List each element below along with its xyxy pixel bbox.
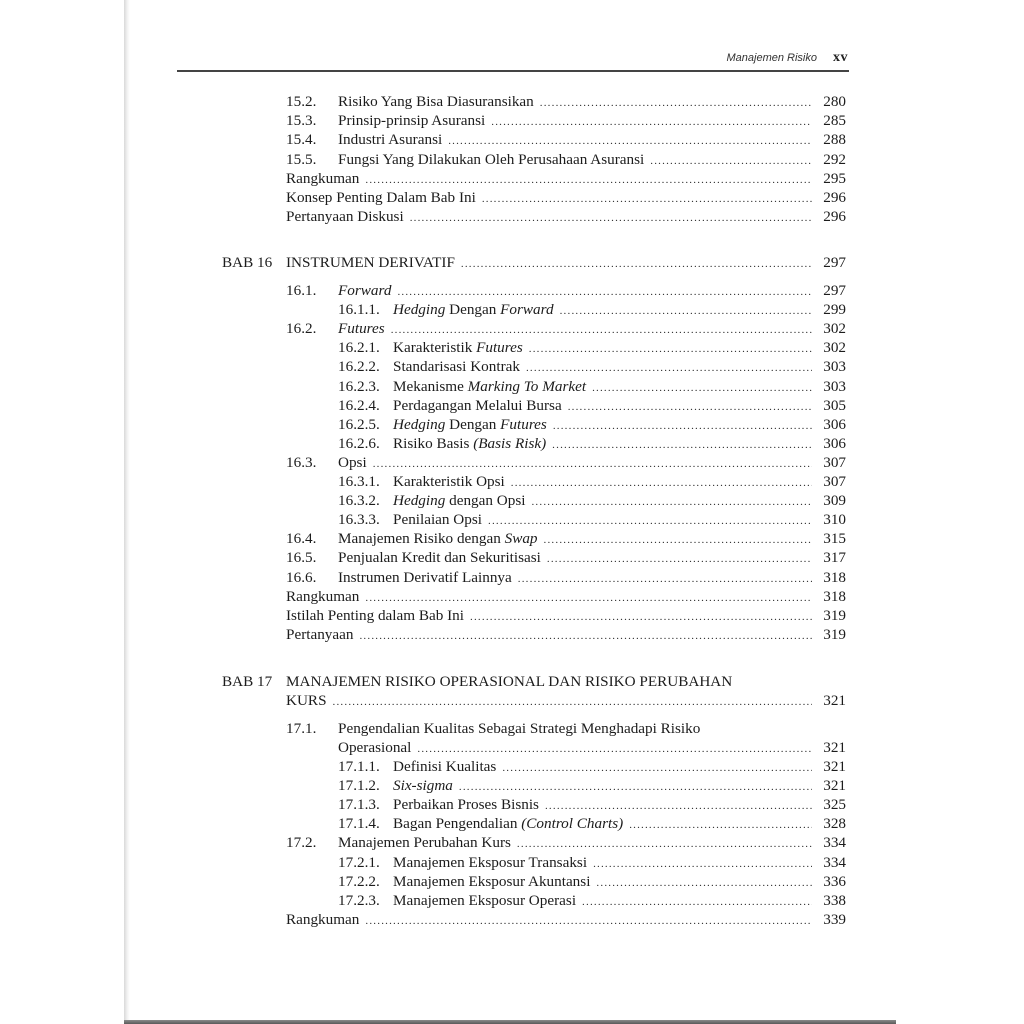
entry-title-text: Rangkuman <box>286 587 360 605</box>
entry-title-text: Definisi Kualitas <box>393 758 497 775</box>
entry-number: 16.2.5. <box>338 415 380 433</box>
running-head <box>600 50 848 70</box>
dot-leader <box>365 171 812 190</box>
entry-number: 17.1.3. <box>338 796 380 814</box>
entry-17-1-title-line2: Operasional <box>338 739 412 756</box>
entry-number: 16.3.3. <box>338 511 380 529</box>
entry-title <box>393 434 546 453</box>
entry-page: 302 <box>823 339 846 357</box>
entry-number: 16.2.2. <box>338 358 380 376</box>
page-bottom-edge <box>124 1020 896 1024</box>
entry-title-text: Karakteristik <box>393 339 477 357</box>
dot-leader <box>461 255 812 274</box>
entry-title-text: Bagan Pengendalian <box>393 815 522 833</box>
entry-number: 15.2. <box>286 93 317 110</box>
entry-title-text: Opsi <box>338 453 367 471</box>
toc-entry[interactable] <box>286 568 846 587</box>
toc-entry[interactable] <box>338 415 846 434</box>
chapter-16-page: 297 <box>823 254 846 271</box>
entry-page: 315 <box>823 530 846 548</box>
toc-entry[interactable] <box>338 776 846 795</box>
entry-page: 338 <box>823 891 846 909</box>
dot-leader <box>482 190 812 209</box>
entry-title-italic: Futures <box>338 320 385 338</box>
entry-title-italic: Forward <box>500 301 554 319</box>
entry-page: 295 <box>823 169 846 187</box>
dot-leader <box>540 94 812 113</box>
toc-entry[interactable] <box>338 510 846 529</box>
toc-entry[interactable] <box>338 757 846 776</box>
entry-number: 17.1.4. <box>338 815 380 833</box>
entry-page: 328 <box>823 815 846 833</box>
entry-page: 285 <box>823 112 846 130</box>
entry-title: Industri Asuransi <box>338 131 443 149</box>
entry-title <box>338 281 391 300</box>
entry-page: 296 <box>823 189 846 206</box>
entry-page: 288 <box>823 131 846 149</box>
entry-title <box>393 891 576 910</box>
entry-number: 16.3.2. <box>338 492 380 510</box>
chapter-17-label: BAB 17 <box>222 673 273 690</box>
entry-title-text: Manajemen Eksposur Transaksi <box>393 853 588 871</box>
toc-entry[interactable] <box>286 453 846 472</box>
toc-entry[interactable] <box>286 529 846 548</box>
entry-page: 303 <box>823 377 846 395</box>
entry-number: 15.5. <box>286 150 317 168</box>
entry-title-italic: Hedging <box>393 301 446 319</box>
entry-title <box>393 415 547 434</box>
entry-title <box>393 357 520 376</box>
entry-page: 336 <box>823 872 846 890</box>
toc-entry[interactable] <box>286 625 846 644</box>
entry-title-text: Manajemen Perubahan Kurs <box>338 834 511 852</box>
entry-page: 306 <box>823 434 846 452</box>
entry-title <box>338 568 512 587</box>
entry-title-text: Standarisasi Kontrak <box>393 358 520 376</box>
toc-entry[interactable] <box>338 795 846 814</box>
entry-page: 325 <box>823 796 846 814</box>
chapter-17-page: 321 <box>823 692 846 709</box>
entry-title <box>286 910 359 929</box>
running-title: Manajemen Risiko <box>726 52 817 64</box>
dot-leader <box>333 693 812 712</box>
entry-page: 292 <box>823 150 846 168</box>
entry-title-text: Instrumen Derivatif Lainnya <box>338 568 512 586</box>
entry-title-text: Karakteristik Opsi <box>393 473 505 490</box>
toc-entry[interactable] <box>286 910 846 929</box>
entry-page: 319 <box>823 606 846 624</box>
dot-leader <box>410 209 812 228</box>
entry-title-italic: Hedging <box>393 492 446 510</box>
entry-number: 16.1.1. <box>338 301 380 319</box>
entry-title-text: Risiko Basis <box>393 434 474 452</box>
entry-title <box>338 319 385 338</box>
entry-page: 321 <box>823 758 846 775</box>
toc-entry[interactable] <box>286 207 846 226</box>
entry-number: 16.2. <box>286 320 317 338</box>
chapter-16-label: BAB 16 <box>222 254 273 271</box>
entry-page: 319 <box>823 625 846 643</box>
entry-title <box>338 453 367 472</box>
entry-title <box>338 833 511 852</box>
entry-title <box>393 377 586 396</box>
entry-number: 16.2.1. <box>338 339 380 357</box>
toc-entry[interactable] <box>338 300 846 319</box>
toc-entry[interactable] <box>286 606 846 625</box>
entry-page: 306 <box>823 415 846 433</box>
entry-number: 17.1.2. <box>338 777 380 795</box>
chapter-16-title: INSTRUMEN DERIVATIF <box>286 254 455 271</box>
entry-title <box>393 510 482 529</box>
entry-title: Konsep Penting Dalam Bab Ini <box>286 189 476 206</box>
entry-number: 16.2.6. <box>338 434 380 452</box>
entry-page: 299 <box>823 301 846 319</box>
entry-title-text: Dengan <box>445 301 501 319</box>
entry-title <box>286 625 353 644</box>
entry-page: 307 <box>823 473 846 490</box>
toc-entry[interactable] <box>286 587 846 606</box>
entry-page: 317 <box>823 549 846 567</box>
toc-entry[interactable] <box>338 872 846 891</box>
entry-page: 303 <box>823 358 846 376</box>
entry-number: 16.4. <box>286 530 317 548</box>
toc-entry[interactable] <box>286 130 846 149</box>
entry-number: 17.1.1. <box>338 758 380 775</box>
entry-title-italic: Futures <box>476 339 523 357</box>
toc-entry[interactable] <box>338 396 846 415</box>
entry-17-1-number: 17.1. <box>286 720 317 737</box>
entry-title <box>393 472 505 491</box>
toc-entry[interactable] <box>286 111 846 130</box>
toc-entry[interactable] <box>338 472 846 491</box>
entry-page: 296 <box>823 208 846 226</box>
entry-title <box>393 776 453 795</box>
entry-title-italic: Swap <box>504 530 538 548</box>
entry-page: 307 <box>823 453 846 471</box>
dot-leader <box>491 113 812 132</box>
entry-number: 16.1. <box>286 282 317 299</box>
chapter-17-title-line2: KURS <box>286 692 327 709</box>
toc-entry[interactable] <box>286 833 846 852</box>
toc-entry[interactable] <box>338 377 846 396</box>
entry-title-text: Penjualan Kredit dan Sekuritisasi <box>338 549 541 567</box>
entry-title: Pertanyaan Diskusi <box>286 208 404 226</box>
toc-entry[interactable] <box>338 357 846 376</box>
entry-title <box>393 396 562 415</box>
entry-title-text: Perdagangan Melalui Bursa <box>393 396 562 414</box>
entry-17-1[interactable] <box>338 738 846 757</box>
entry-page: 318 <box>823 587 846 605</box>
toc-entry[interactable] <box>338 891 846 910</box>
toc-entry[interactable] <box>338 853 846 872</box>
entry-title <box>393 757 496 776</box>
toc-entry[interactable] <box>286 281 846 300</box>
entry-number: 15.4. <box>286 131 317 149</box>
dot-leader <box>448 132 812 151</box>
entry-title-text: Manajemen Risiko dengan <box>338 530 505 548</box>
toc-entry[interactable] <box>286 92 846 111</box>
entry-title: Fungsi Yang Dilakukan Oleh Perusahaan Asuransi <box>338 150 645 168</box>
entry-number: 16.5. <box>286 549 317 567</box>
entry-title <box>393 872 590 891</box>
entry-number: 16.3. <box>286 453 317 471</box>
entry-title <box>393 338 523 357</box>
entry-title <box>286 606 464 625</box>
entry-title-text: Manajemen Eksposur Operasi <box>393 891 577 909</box>
page-left-shadow <box>124 0 130 1024</box>
entry-page: 280 <box>823 93 846 110</box>
entry-title <box>338 548 541 567</box>
entry-title <box>393 814 623 833</box>
entry-number: 16.3.1. <box>338 473 380 490</box>
entry-title-italic: Hedging <box>393 415 446 433</box>
entry-page: 339 <box>823 910 846 928</box>
chapter-16-heading[interactable] <box>286 253 846 272</box>
entry-page: 309 <box>823 492 846 510</box>
entry-title <box>393 853 587 872</box>
entry-title-italic: Six-sigma <box>393 777 453 795</box>
chapter-17-title-line1: MANAJEMEN RISIKO OPERASIONAL DAN RISIKO PERUBAHAN <box>286 673 733 690</box>
toc-entry[interactable] <box>286 150 846 169</box>
entry-number: 17.2.1. <box>338 853 380 871</box>
header-rule <box>177 70 849 72</box>
toc-entry[interactable] <box>286 319 846 338</box>
entry-17-1-title-line1: Pengendalian Kualitas Sebagai Strategi Menghadapi Risiko <box>338 720 701 737</box>
dot-leader <box>650 152 812 171</box>
entry-title-text: Pertanyaan <box>286 625 354 643</box>
page-number: xv <box>833 50 848 65</box>
entry-number: 15.3. <box>286 112 317 130</box>
entry-title-italic: (Control Charts) <box>521 815 624 833</box>
entry-page: 334 <box>823 853 846 871</box>
entry-title-text: Istilah Penting dalam Bab Ini <box>286 606 465 624</box>
entry-page: 297 <box>823 282 846 299</box>
entry-number: 17.2.3. <box>338 891 380 909</box>
toc-entry[interactable] <box>286 188 846 207</box>
toc-entry[interactable] <box>286 169 846 188</box>
entry-page: 318 <box>823 568 846 586</box>
entry-title-italic: Forward <box>338 282 392 299</box>
entry-page: 302 <box>823 320 846 338</box>
entry-page: 305 <box>823 396 846 414</box>
entry-number: 17.2.2. <box>338 872 380 890</box>
entry-title-text: Perbaikan Proses Bisnis <box>393 796 539 814</box>
entry-page: 310 <box>823 511 846 529</box>
toc-entry[interactable] <box>338 491 846 510</box>
dot-leader <box>365 912 812 931</box>
entry-title-italic: (Basis Risk) <box>473 434 547 452</box>
entry-title <box>393 300 554 319</box>
entry-page: 334 <box>823 834 846 852</box>
entry-title <box>393 491 525 510</box>
toc-entry[interactable] <box>338 814 846 833</box>
entry-number: 16.2.3. <box>338 377 380 395</box>
entry-title-italic: Futures <box>500 415 547 433</box>
entry-title: Rangkuman <box>286 169 360 187</box>
entry-number: 16.6. <box>286 568 317 586</box>
entry-title-text: Rangkuman <box>286 910 360 928</box>
entry-title-text: Dengan <box>445 415 501 433</box>
chapter-17-heading[interactable] <box>286 691 846 710</box>
entry-page: 321 <box>823 777 846 795</box>
entry-title: Risiko Yang Bisa Diasuransikan <box>338 93 534 110</box>
entry-number: 16.2.4. <box>338 396 380 414</box>
entry-title-italic: Marking To Market <box>467 377 587 395</box>
entry-title <box>286 587 359 606</box>
dot-leader <box>359 627 812 646</box>
entry-title <box>338 529 538 548</box>
toc-entry[interactable] <box>286 548 846 567</box>
toc-entry[interactable] <box>338 434 846 453</box>
entry-title-text: dengan Opsi <box>445 492 526 510</box>
entry-title <box>393 795 539 814</box>
entry-title-text: Mekanisme <box>393 377 468 395</box>
entry-title-text: Penilaian Opsi <box>393 511 483 529</box>
entry-title-text: Manajemen Eksposur Akuntansi <box>393 872 591 890</box>
entry-number: 17.2. <box>286 834 317 852</box>
entry-17-1-page: 321 <box>823 739 846 756</box>
entry-title: Prinsip-prinsip Asuransi <box>338 112 486 130</box>
toc-entry[interactable] <box>338 338 846 357</box>
